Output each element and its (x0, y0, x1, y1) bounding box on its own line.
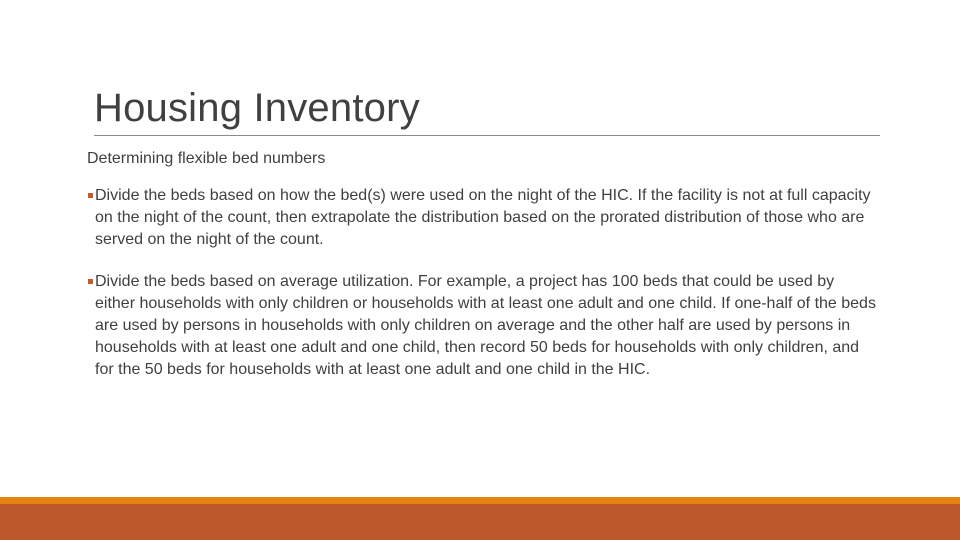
bullet-text: Divide the beds based on average utilization. For example, a project has 100 beds that could be used by either households with only children or households with at least one adult and one child. If one-half of the beds are used by persons in households with only children on average and the other half are used by persons in households with at least one adult and one child, then record 50 beds for households with only children, and for the 50 beds for households with at least one adult and one child in the HIC. (95, 273, 876, 378)
bullet-item (88, 185, 878, 251)
footer-band (0, 504, 960, 540)
bullet-item (88, 271, 878, 381)
square-bullet-icon (88, 279, 93, 284)
bullet-list (88, 185, 878, 401)
slide-title: Housing Inventory (94, 86, 420, 130)
slide-subtitle: Determining flexible bed numbers (87, 150, 326, 167)
bullet-text: Divide the beds based on how the bed(s) were used on the night of the HIC. If the facility is not at full capacity on the night of the count, then extrapolate the distribution based on the prorated distribution of those who are served on the night of the count. (95, 187, 871, 248)
footer-accent-line (0, 497, 960, 504)
square-bullet-icon (88, 193, 93, 198)
title-divider (94, 135, 880, 136)
